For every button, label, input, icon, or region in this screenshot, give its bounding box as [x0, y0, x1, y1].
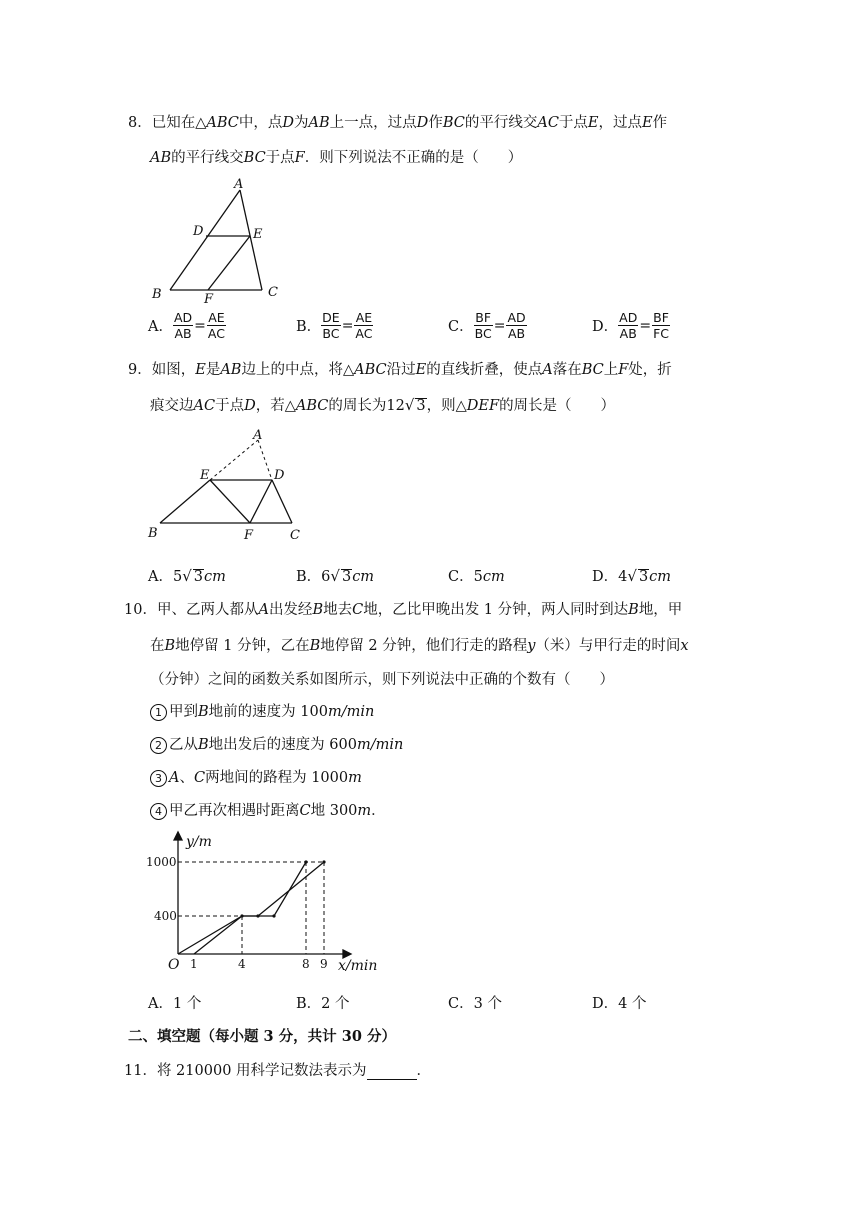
statement-unit: m/min — [327, 704, 375, 720]
q10-option-c[interactable] — [448, 992, 502, 1013]
question-number: 10． — [124, 602, 157, 618]
q9-var: A — [542, 362, 553, 378]
option-label: C． — [448, 319, 474, 335]
coefficient: 5 — [473, 569, 483, 585]
q8-line1 — [128, 111, 667, 132]
q9-label-c: C — [290, 528, 300, 543]
q10-var: B — [164, 638, 176, 654]
origin-label: O — [168, 957, 180, 973]
q8-label-b: B — [152, 287, 162, 302]
statement-unit: m — [357, 803, 372, 819]
graph-point — [322, 860, 325, 863]
q8-var: BC — [442, 115, 465, 131]
circled-number: 3 — [150, 770, 167, 787]
statement-text: 甲乙再次相遇时距离 — [169, 803, 300, 819]
q8-var: D — [416, 115, 429, 131]
q10-text: 地，甲 — [638, 602, 683, 618]
statement-var: A — [169, 770, 180, 786]
coefficient: 4 — [618, 569, 628, 585]
q8-options — [148, 310, 708, 350]
numerator: DE — [322, 310, 340, 325]
q9-text: 的直线折叠，使点 — [426, 362, 543, 378]
statement-var: C — [299, 803, 311, 819]
q9-var: E — [415, 362, 427, 378]
fraction — [173, 310, 193, 341]
q10-var: A — [258, 602, 269, 618]
fraction — [652, 310, 670, 341]
q9-text: 处，折 — [628, 362, 672, 378]
section-heading — [128, 1025, 396, 1046]
q10-option-b[interactable] — [296, 992, 350, 1013]
option-text: 3 个 — [473, 996, 502, 1012]
q9-segment-df — [250, 480, 272, 523]
q9-number: 12 — [386, 398, 405, 414]
q10-statement-3 — [150, 766, 362, 787]
denominator: FC — [653, 326, 669, 341]
statement-text: 甲到 — [169, 704, 198, 720]
q9-text: 落在 — [552, 362, 582, 378]
q10-options — [148, 992, 708, 1012]
q9-text: 沿过 — [386, 362, 416, 378]
q8-option-c[interactable] — [448, 310, 527, 341]
q10-text: （分钟）之间的函数关系如图所示，则下列说法中正确的个数有（ ） — [150, 672, 614, 688]
q10-statement-1 — [150, 700, 374, 721]
q8-var: F — [294, 150, 305, 166]
coefficient: 6 — [321, 569, 331, 585]
q9-fold-figure — [140, 425, 315, 545]
q9-var: BC — [581, 362, 604, 378]
fraction — [321, 310, 341, 341]
q9-text: 的周长是（ ） — [499, 398, 616, 414]
q8-edge-ab — [170, 190, 240, 290]
q8-option-b[interactable] — [296, 310, 373, 341]
equals-sign: = — [639, 317, 652, 334]
question-number: 8． — [128, 115, 152, 131]
fraction — [474, 310, 493, 341]
q9-text: 上 — [603, 362, 619, 378]
q8-label-e: E — [253, 227, 263, 242]
q10-var: B — [312, 602, 324, 618]
q8-var: AB — [150, 150, 172, 166]
q10-distance-time-graph — [138, 830, 388, 975]
question-number: 11． — [124, 1063, 157, 1079]
q10-text: 在 — [150, 638, 165, 654]
q8-var: ABC — [206, 115, 239, 131]
numerator: BF — [475, 310, 492, 325]
denominator: AB — [619, 326, 637, 341]
option-label: C． — [448, 569, 474, 585]
q10-text: 地去 — [323, 602, 353, 618]
q10-line2 — [150, 634, 689, 655]
q8-text: 上一点，过点 — [329, 115, 417, 131]
q8-text: ．则下列说法不正确的是（ ） — [304, 150, 523, 166]
denominator: AC — [207, 326, 225, 341]
q9-option-b[interactable] — [296, 565, 374, 586]
fraction — [354, 310, 373, 341]
sqrt-sign: √ — [404, 396, 415, 414]
statement-var: B — [198, 737, 209, 753]
statement-unit: m/min — [356, 737, 404, 753]
q10-var: C — [352, 602, 364, 618]
option-label: B． — [296, 996, 322, 1012]
q9-text: 边上的中点，将△ — [241, 362, 355, 378]
radicand: 3 — [193, 569, 204, 585]
q9-text: 是 — [205, 362, 221, 378]
q9-text: 于点 — [215, 398, 245, 414]
q8-label-c: C — [268, 285, 278, 300]
equals-sign: = — [493, 317, 506, 334]
q9-var: AB — [220, 362, 242, 378]
q8-text: 作 — [652, 115, 668, 131]
numerator: AD — [173, 310, 193, 325]
circled-number: 2 — [150, 737, 167, 754]
q10-text: 地，乙比甲晚出发 1 分钟，两人同时到达 — [363, 602, 629, 618]
q10-line3 — [150, 668, 614, 689]
q10-statement-2 — [150, 733, 403, 754]
equals-sign: = — [341, 317, 354, 334]
q9-line1 — [128, 358, 672, 379]
numerator: AD — [507, 310, 526, 325]
y-axis-arrow-icon — [174, 832, 182, 840]
q9-option-c[interactable] — [448, 565, 505, 586]
q9-line2 — [150, 394, 615, 415]
statement-text: ． — [371, 803, 386, 819]
q9-text: ，则△ — [426, 398, 467, 414]
q11-text: 将 210000 用科学记数法表示为 — [156, 1063, 367, 1079]
circled-number: 4 — [150, 803, 167, 820]
x-tick-1: 1 — [190, 957, 198, 971]
q9-dashed-ea — [210, 440, 258, 480]
numerator: AD — [619, 310, 638, 325]
radicand: 3 — [341, 569, 352, 585]
option-label: A． — [148, 996, 173, 1012]
q8-text: 作 — [428, 115, 443, 131]
q9-label-a: A — [253, 428, 263, 443]
q9-option-d[interactable] — [592, 565, 671, 586]
denominator: AB — [507, 326, 526, 341]
coefficient: 5 — [172, 569, 183, 585]
option-text: 1 个 — [172, 996, 202, 1012]
fraction — [207, 310, 226, 341]
q8-var: D — [282, 115, 295, 131]
unit: cm — [649, 569, 672, 585]
statement-text: 、 — [179, 770, 194, 786]
q8-var: BC — [243, 150, 266, 166]
q9-options — [148, 565, 708, 585]
q10-var: x — [680, 638, 689, 654]
q8-segment-ef — [208, 236, 250, 290]
q9-label-d: D — [274, 468, 285, 483]
q10-text: （米）与甲行走的时间 — [535, 638, 681, 654]
q9-segment-ef — [210, 480, 250, 523]
q9-text: 的周长为 — [328, 398, 387, 414]
q9-label-e: E — [200, 468, 210, 483]
statement-text: 乙从 — [169, 737, 198, 753]
q10-statement-4 — [150, 799, 386, 820]
q10-text: 出发经 — [268, 602, 313, 618]
statement-var: B — [198, 704, 209, 720]
line-jia — [178, 862, 324, 954]
x-axis-label: x/min — [338, 958, 378, 974]
q8-text: 已知在△ — [151, 115, 207, 131]
statement-var: C — [193, 770, 206, 786]
q8-var: AC — [537, 115, 559, 131]
q11-text: ． — [416, 1063, 432, 1079]
q10-var: B — [628, 602, 639, 618]
sqrt-sign: √ — [627, 567, 637, 585]
q10-option-d[interactable] — [592, 992, 646, 1013]
q8-text: 的平行线交 — [464, 115, 538, 131]
option-label: D． — [592, 996, 619, 1012]
question-number: 9． — [128, 362, 152, 378]
q9-label-f: F — [244, 528, 254, 543]
q8-text: 中，点 — [238, 115, 283, 131]
q8-label-d: D — [193, 224, 204, 239]
option-label: B． — [296, 319, 322, 335]
sqrt-sign: √ — [182, 567, 192, 585]
q9-text: 如图， — [151, 362, 196, 378]
x-tick-9: 9 — [320, 957, 328, 971]
q9-text: 痕交边 — [150, 398, 194, 414]
q9-label-b: B — [148, 526, 158, 541]
y-axis-label: y/m — [186, 834, 212, 850]
statement-text: 地 300 — [310, 803, 358, 819]
q9-var: ABC — [295, 398, 329, 414]
statement-text: 地前的速度为 100 — [208, 704, 328, 720]
unit: cm — [352, 569, 375, 585]
denominator: AB — [174, 326, 192, 341]
x-axis-arrow-icon — [343, 950, 351, 958]
graph-point — [256, 914, 259, 917]
option-label: A． — [148, 319, 173, 335]
radicand: 3 — [638, 569, 649, 585]
statement-unit: m — [348, 770, 362, 786]
y-tick-400: 400 — [154, 909, 177, 923]
q8-text: 于点 — [558, 115, 588, 131]
q8-text: ，过点 — [598, 115, 643, 131]
q10-text: 甲、乙两人都从 — [156, 602, 259, 618]
q8-label-a: A — [234, 177, 244, 192]
numerator: AE — [355, 310, 373, 325]
q8-var: AB — [308, 115, 330, 131]
numerator: AE — [208, 310, 225, 325]
q8-option-a[interactable] — [148, 310, 226, 341]
equals-sign: = — [194, 317, 206, 334]
denominator: BC — [322, 326, 340, 341]
q9-text: ，若△ — [255, 398, 296, 414]
circled-number: 1 — [150, 704, 167, 721]
q8-text: 为 — [294, 115, 309, 131]
option-label: A． — [148, 569, 173, 585]
q8-triangle-figure — [140, 172, 300, 307]
fraction — [506, 310, 526, 341]
q9-var: DEF — [466, 398, 500, 414]
q8-var: E — [587, 115, 599, 131]
option-label: B． — [296, 569, 322, 585]
graph-point — [272, 914, 275, 917]
statement-text: 两地间的路程为 1000 — [205, 770, 349, 786]
q10-var: B — [309, 638, 321, 654]
q10-text: 地停留 2 分钟，他们行走的路程 — [320, 638, 528, 654]
option-label: C． — [448, 996, 474, 1012]
q8-var: E — [642, 115, 653, 131]
radicand: 3 — [416, 398, 426, 414]
q9-option-a[interactable] — [148, 565, 226, 586]
y-tick-1000: 1000 — [146, 855, 177, 869]
answer-blank[interactable] — [367, 1065, 417, 1080]
q9-var: AC — [193, 398, 216, 414]
numerator: BF — [653, 310, 669, 325]
denominator: BC — [474, 326, 492, 341]
q8-text: 的平行线交 — [171, 150, 244, 166]
unit: cm — [482, 569, 505, 585]
q8-text: 于点 — [265, 150, 295, 166]
q10-text: 地停留 1 分钟，乙在 — [175, 638, 310, 654]
q9-var: ABC — [354, 362, 387, 378]
x-tick-4: 4 — [238, 957, 246, 971]
q10-line1 — [124, 598, 682, 619]
x-tick-8: 8 — [302, 957, 310, 971]
q8-option-d[interactable] — [592, 310, 670, 341]
q9-var: F — [618, 362, 629, 378]
line-yi — [194, 862, 306, 954]
graph-point — [304, 860, 307, 863]
q9-edge-dc — [272, 480, 292, 523]
q10-option-a[interactable] — [148, 992, 201, 1013]
option-label: D． — [592, 319, 619, 335]
unit: cm — [204, 569, 226, 585]
graph-point — [240, 914, 243, 917]
q9-var: D — [244, 398, 256, 414]
q11-line — [124, 1059, 431, 1080]
statement-text: 地出发后的速度为 600 — [208, 737, 357, 753]
option-text: 4 个 — [618, 996, 647, 1012]
q9-var: E — [195, 362, 206, 378]
q8-line2 — [150, 146, 522, 167]
q9-edge-be — [160, 480, 210, 523]
option-label: D． — [592, 569, 619, 585]
q9-dashed-ad — [258, 440, 272, 480]
fraction — [618, 310, 638, 341]
denominator: AC — [355, 326, 373, 341]
q10-var: y — [527, 638, 536, 654]
sqrt-sign: √ — [330, 567, 340, 585]
section-title: 二、填空题（每小题 3 分，共计 30 分） — [128, 1028, 396, 1045]
option-text: 2 个 — [321, 996, 350, 1012]
q8-label-f: F — [204, 292, 214, 307]
